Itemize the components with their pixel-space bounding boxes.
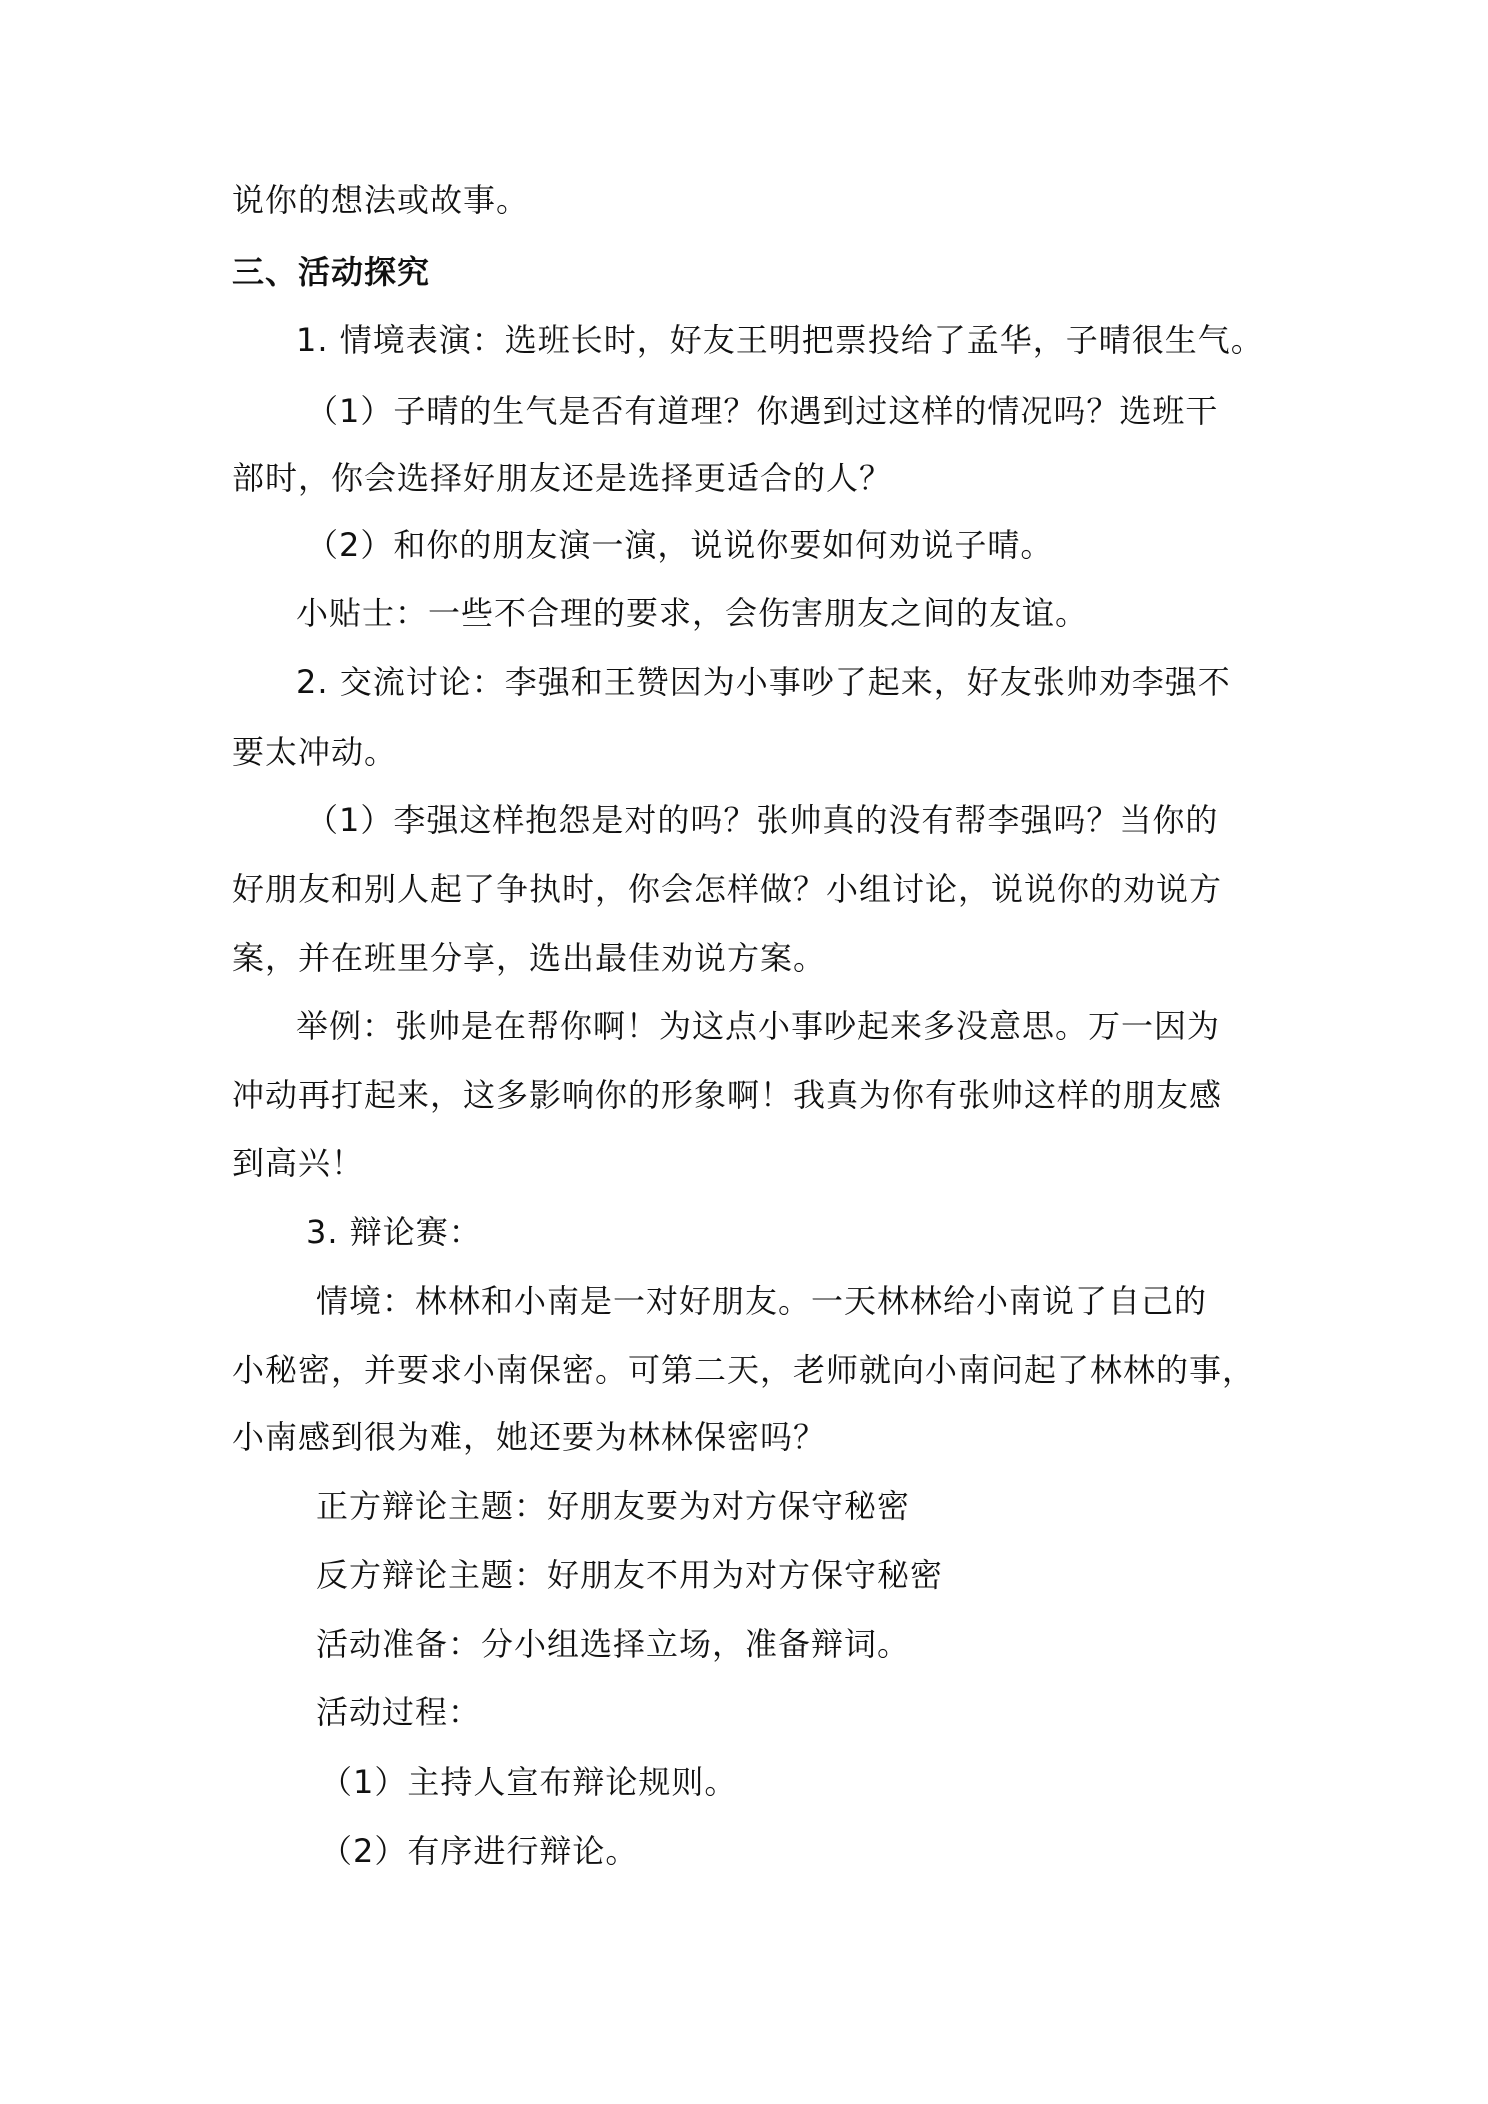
text-line: 小秘密，并要求小南保密。可第二天，老师就向小南问起了林林的事， — [232, 1351, 1256, 1389]
text-line: （1）子晴的生气是否有道理？你遇到过这样的情况吗？选班干 — [306, 392, 1219, 430]
tip-line: 小贴士：一些不合理的要求，会伤害朋友之间的友谊。 — [296, 594, 1089, 632]
text-line: 3. 辩论赛： — [306, 1213, 482, 1251]
text-line: 2. 交流讨论：李强和王赞因为小事吵了起来，好友张帅劝李强不 — [296, 663, 1231, 701]
text-line: （1）主持人宣布辩论规则。 — [320, 1763, 738, 1801]
text-line: （1）李强这样抱怨是对的吗？张帅真的没有帮李强吗？当你的 — [306, 801, 1219, 839]
text-line: 说你的想法或故事。 — [232, 181, 530, 219]
text-line: 活动过程： — [316, 1693, 482, 1731]
text-line: 活动准备：分小组选择立场，准备辩词。 — [316, 1625, 911, 1663]
text-line: 正方辩论主题：好朋友要为对方保守秘密 — [316, 1487, 911, 1525]
text-line: 冲动再打起来，这多影响你的形象啊！我真为你有张帅这样的朋友感 — [232, 1076, 1223, 1114]
text-line: 案，并在班里分享，选出最佳劝说方案。 — [232, 939, 827, 977]
text-line: 反方辩论主题：好朋友不用为对方保守秘密 — [316, 1556, 944, 1594]
text-line: （2）和你的朋友演一演，说说你要如何劝说子晴。 — [306, 526, 1054, 564]
text-line: 1. 情境表演：选班长时，好友王明把票投给了孟华，子晴很生气。 — [296, 321, 1264, 359]
text-line: （2）有序进行辩论。 — [320, 1832, 639, 1870]
text-line: 要太冲动。 — [232, 733, 398, 771]
section-heading: 三、活动探究 — [232, 253, 431, 291]
text-line: 情境：林林和小南是一对好朋友。一天林林给小南说了自己的 — [316, 1282, 1208, 1320]
text-line: 到高兴！ — [232, 1144, 365, 1182]
text-line: 好朋友和别人起了争执时，你会怎样做？小组讨论，说说你的劝说方 — [232, 870, 1223, 908]
text-line: 部时，你会选择好朋友还是选择更适合的人？ — [232, 459, 893, 497]
text-line: 举例：张帅是在帮你啊！为这点小事吵起来多没意思。万一因为 — [296, 1007, 1221, 1045]
text-line: 小南感到很为难，她还要为林林保密吗？ — [232, 1418, 827, 1456]
